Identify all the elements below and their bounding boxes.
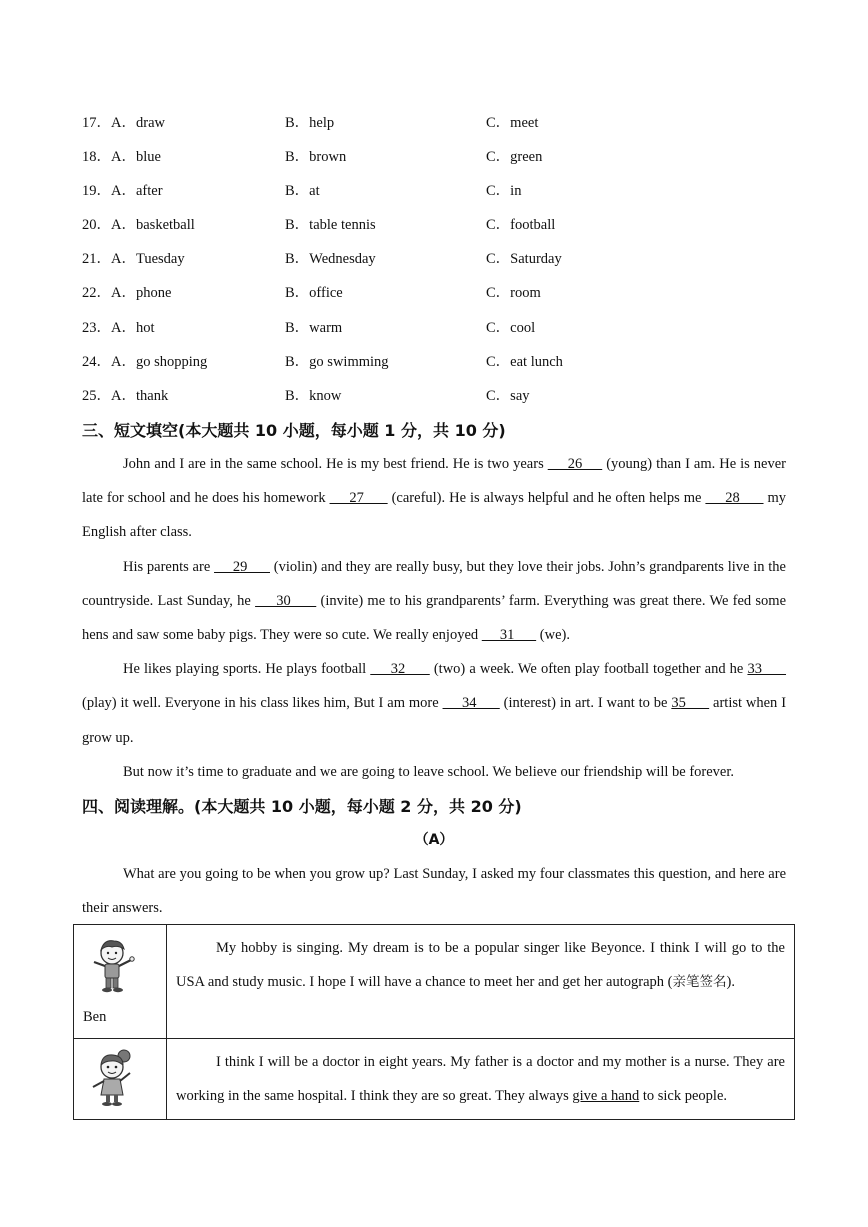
option-a-text: hot (135, 319, 155, 336)
table-row (74, 925, 795, 1039)
option-c-text: eat lunch (510, 353, 563, 370)
option-c-letter: C． (486, 183, 511, 200)
blank-35[interactable]: 35 (671, 695, 710, 712)
option-row-25 (82, 385, 802, 419)
section-4-heading: 四、阅读理解。(本大题共 10 小题，每小题 2 分，共 20 分) (82, 797, 522, 816)
option-c-text: meet (510, 115, 539, 131)
answer-text-cell: I think I will be a doctor in eight years. My father is a doctor and my mother is a nurse. They are working in the same hospital. I think they are so great. They always give a hand to sick people. (167, 1039, 795, 1120)
option-c-letter: C． (486, 387, 511, 404)
question-number: 17． (82, 115, 111, 131)
question-number: 18． (82, 149, 111, 166)
option-c-letter: C． (486, 319, 511, 336)
option-c-text: green (510, 149, 543, 166)
option-a-text: draw (135, 115, 165, 131)
blank-26[interactable]: 26 (547, 456, 603, 472)
blank-31[interactable]: 31 (481, 627, 537, 644)
question-number: 25． (82, 387, 111, 404)
option-row-19 (82, 180, 802, 214)
option-a-letter: A． (111, 387, 136, 404)
option-b-text: brown (309, 149, 347, 166)
option-a-text: phone (135, 285, 172, 302)
question-number: 23． (82, 319, 111, 336)
option-a-letter: A． (111, 149, 136, 166)
option-a-text: basketball (135, 217, 195, 234)
option-row-18 (82, 146, 802, 180)
option-a-letter: A． (111, 217, 136, 234)
option-b-letter: B． (285, 115, 310, 131)
option-a-letter: A． (111, 353, 136, 370)
option-a-text: go shopping (135, 353, 208, 370)
option-c-letter: C． (486, 217, 511, 234)
cloze-passage (82, 447, 786, 789)
cloze-paragraph-1: John and I are in the same school. He is my best friend. He is two years 26 (young) than I am. He is never late for school and he does his homework 27 (careful). He is always helpful and he often helps me 28 my English after class. (82, 456, 787, 541)
blank-27[interactable]: 27 (329, 490, 388, 507)
option-b-text: Wednesday (309, 251, 376, 268)
option-a-letter: A． (111, 251, 136, 268)
option-c-letter: C． (486, 353, 511, 370)
underlined-phrase: give a hand (572, 1088, 640, 1104)
cloze-paragraph-4: But now it’s time to graduate and we are going to leave school. We believe our friendship will be forever. (123, 763, 735, 780)
option-row-23 (82, 317, 802, 351)
table-row (74, 1039, 795, 1120)
chinese-gloss: 亲笔签名 (672, 974, 727, 990)
cloze-paragraph-3: He likes playing sports. He plays football 32 (two) a week. We often play football together and he 33 (play) it well. Everyone in his class likes him, But I am more 34 (interest) in art. I want to be 35 artist when I grow up. (82, 661, 787, 746)
question-number: 21． (82, 251, 111, 268)
option-c-text: cool (510, 319, 536, 336)
option-b-text: go swimming (309, 353, 389, 370)
option-b-letter: B． (285, 285, 310, 302)
blank-34[interactable]: 34 (442, 695, 500, 712)
options-list (82, 112, 802, 419)
option-c-text: room (510, 285, 541, 302)
option-c-letter: C． (486, 149, 511, 166)
option-a-letter: A． (111, 115, 136, 131)
option-c-letter: C． (486, 115, 511, 131)
blank-33[interactable]: 33 (747, 661, 787, 678)
option-c-text: Saturday (510, 251, 562, 268)
blank-29[interactable]: 29 (214, 558, 270, 575)
option-c-letter: C． (486, 285, 511, 302)
option-c-letter: C． (486, 251, 511, 268)
option-a-text: after (135, 183, 163, 200)
option-b-letter: B． (285, 353, 310, 370)
reading-intro: What are you going to be when you grow up? Last Sunday, I asked my four classmates this question, and here are their answers. (82, 866, 786, 917)
student-name: Ben (83, 1009, 107, 1025)
avatar-cell (74, 925, 167, 1039)
option-c-text: in (510, 183, 522, 200)
avatar-cell (74, 1039, 167, 1120)
question-number: 20． (82, 217, 111, 234)
option-a-letter: A． (111, 285, 136, 302)
option-row-20 (82, 214, 802, 248)
option-a-text: Tuesday (135, 251, 185, 268)
option-b-letter: B． (285, 149, 310, 166)
option-b-text: table tennis (309, 217, 376, 234)
option-a-letter: A． (111, 319, 136, 336)
option-c-text: say (510, 387, 530, 404)
blank-32[interactable]: 32 (370, 661, 430, 678)
option-row-17 (82, 112, 802, 146)
option-a-text: thank (135, 387, 169, 404)
option-a-letter: A． (111, 183, 136, 200)
blank-28[interactable]: 28 (705, 490, 764, 507)
boy-cartoon-icon (84, 935, 144, 999)
option-b-text: warm (309, 319, 343, 336)
option-b-letter: B． (285, 251, 310, 268)
option-row-24 (82, 351, 802, 385)
option-row-21 (82, 248, 802, 282)
option-b-text: help (309, 115, 335, 131)
cloze-paragraph-2: His parents are 29 (violin) and they are really busy, but they love their jobs. John’s grandparents live in the countryside. Last Sunday, he 30 (invite) me to his grandparents’ farm. Everything was great there. We fed some hens and saw some baby pigs. They were so cute. We really enjoyed 31 (we). (82, 558, 787, 644)
option-b-text: at (309, 183, 320, 200)
section-3-heading: 三、短文填空(本大题共 10 小题，每小题 1 分，共 10 分) (82, 421, 506, 440)
girl-cartoon-icon (84, 1047, 144, 1109)
option-c-text: football (510, 217, 556, 234)
option-a-text: blue (135, 149, 161, 166)
option-b-letter: B． (285, 217, 310, 234)
question-number: 24． (82, 353, 111, 370)
option-b-text: office (309, 285, 343, 302)
part-a-label: （A） (414, 832, 454, 848)
option-row-22 (82, 282, 802, 316)
question-number: 19． (82, 183, 111, 200)
option-b-letter: B． (285, 183, 310, 200)
question-number: 22． (82, 285, 111, 302)
option-b-letter: B． (285, 387, 310, 404)
option-b-text: know (309, 387, 342, 404)
reading-table (73, 924, 795, 1120)
option-b-letter: B． (285, 319, 310, 336)
answer-text-cell: My hobby is singing. My dream is to be a popular singer like Beyonce. I think I will go to the USA and study music. I hope I will have a chance to meet her and get her autograph (亲笔签名). (167, 925, 795, 1039)
blank-30[interactable]: 30 (255, 592, 317, 609)
